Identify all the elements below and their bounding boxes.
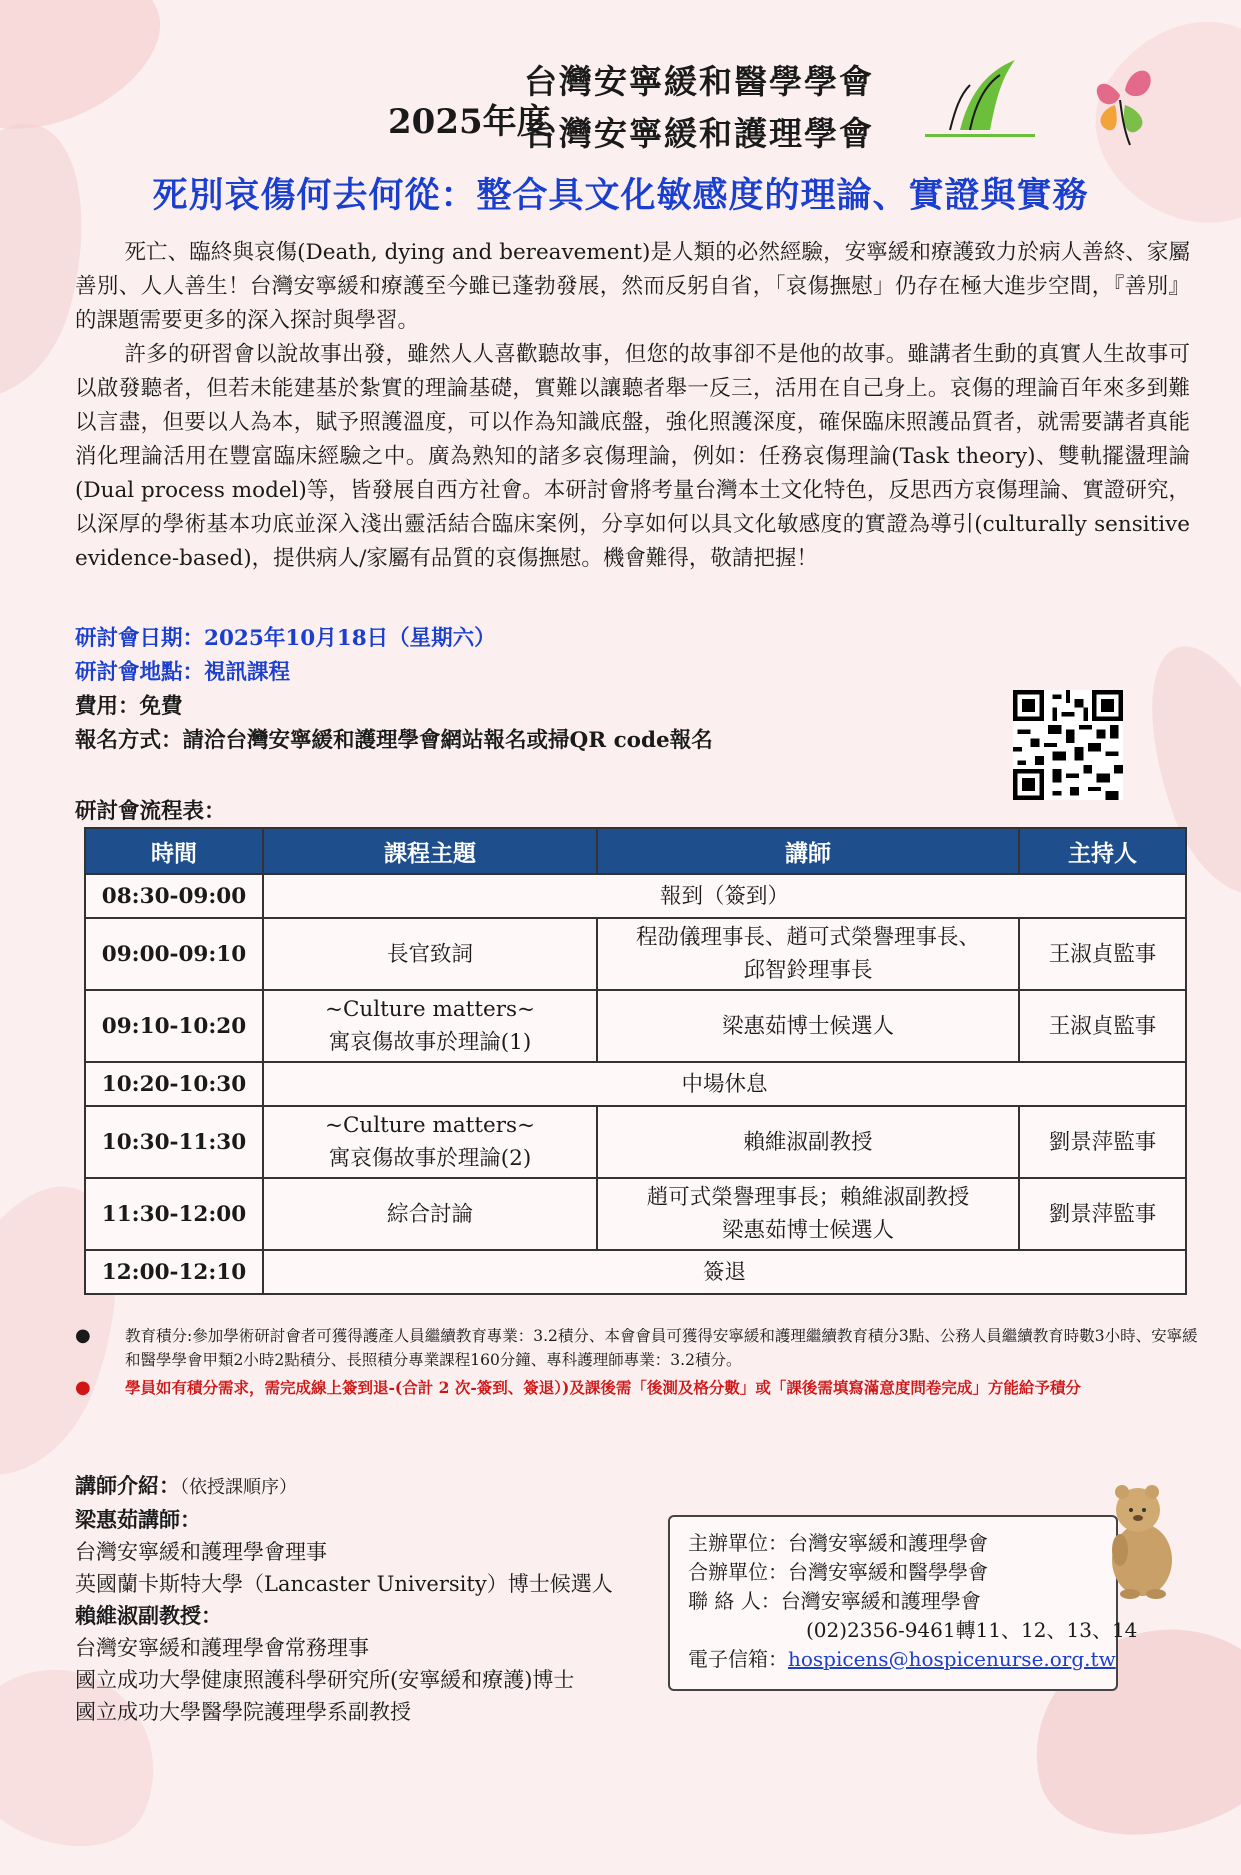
schedule-speaker: 趙可式榮譽理事長；賴維淑副教授 梁惠茹博士候選人 — [597, 1178, 1019, 1250]
intro-paragraph: 許多的研習會以說故事出發，雖然人人喜歡聽故事，但您的故事卻不是他的故事。雖講者生動的真實人生故事可以啟發聽者，但若未能建基於紮實的理論基礎，實難以讓聽者舉一反三，活用在自己身上。哀傷的理論百年來多到難以言盡，但要以人為本，賦予照護溫度，可以作為知識底盤，強化照護深度，確保臨床照護品質者，就需要講者真能消化理論活用在豐富臨床經驗之中。廣為熟知的諸多哀傷理論，例如：任務哀傷理論(Task theory)、雙軌擺盪理論(Dual process model)等，皆發展自西方社會。本研討會將考量台灣本土文化特色，反思西方哀傷理論、實證研究，以深厚的學術基本功底並深入淺出靈活結合臨床案例，分享如何以具文化敏感度的實證為導引(culturally sensitive evidence-based)，提供病人/家屬有品質的哀傷撫慰。機會難得，敬請把握！ — [75, 342, 1190, 571]
lecturer-1-name: 梁惠茹講師： — [75, 1507, 201, 1532]
note-text: 學員如有積分需求，需完成線上簽到退-(合計 2 次-簽到、簽退）)及課後需「後測及格分數」或「課後需填寫滿意度問卷完成」方能給予積分 — [125, 1378, 1081, 1397]
schedule-topic: 綜合討論 — [263, 1178, 597, 1250]
event-title: 死別哀傷何去何從：整合具文化敏感度的理論、實證與實務 — [152, 175, 1089, 216]
schedule-time: 10:20-10:30 — [85, 1062, 263, 1106]
schedule-event: 中場休息 — [263, 1062, 1186, 1106]
lecturer-heading-note: （依授課順序） — [180, 1477, 297, 1498]
schedule-time: 09:10-10:20 — [85, 990, 263, 1062]
contact-box — [668, 1515, 1138, 1691]
lecturer-1-title: 台灣安寧緩和護理學會理事 — [75, 1540, 327, 1564]
schedule-row — [85, 918, 1186, 990]
lecturer-heading: 講師介紹： — [75, 1473, 180, 1498]
column-header-topic: 課程主題 — [263, 828, 597, 874]
nursing-society-logo — [1070, 50, 1170, 150]
lecturer-2-title: 台灣安寧緩和護理學會常務理事 — [75, 1636, 369, 1660]
schedule-host: 王淑貞監事 — [1019, 990, 1186, 1062]
lecturer-2-title: 國立成功大學醫學院護理學系副教授 — [75, 1700, 411, 1724]
header — [0, 50, 1241, 160]
email-label: 電子信箱： — [688, 1647, 788, 1671]
bullet-icon: ● — [75, 1325, 91, 1346]
credit-notes — [75, 1324, 1200, 1404]
note-education-credits — [75, 1324, 1200, 1372]
schedule-event: 報到（簽到） — [263, 874, 1186, 918]
event-location: 研討會地點：視訊課程 — [75, 660, 291, 685]
schedule-event: 簽退 — [263, 1250, 1186, 1294]
schedule-speaker: 程劭儀理事長、趙可式榮譽理事長、 邱智鈴理事長 — [597, 918, 1019, 990]
schedule-time: 10:30-11:30 — [85, 1106, 263, 1178]
email-link[interactable]: hospicens@hospicenurse.org.tw — [788, 1647, 1116, 1671]
schedule-row — [85, 874, 1186, 918]
event-info — [75, 622, 713, 758]
note-text: 教育積分:參加學術研討會者可獲得護產人員繼續教育專業：3.2積分、本會會員可獲得安寧緩和護理繼續教育積分3點、公務人員繼續教育時數3小時、安寧緩和醫學學會甲類2小時2點積分、長照積分專業課程160分鐘、專科護理師專業：3.2積分。 — [125, 1327, 1198, 1369]
schedule-topic: ~Culture matters~ 寓哀傷故事於理論(2) — [263, 1106, 597, 1178]
organizer-medical-society: 台灣安寧緩和醫學學會 — [524, 62, 874, 101]
bear-illustration — [1080, 1470, 1190, 1600]
organizer-nursing-society: 台灣安寧緩和護理學會 — [524, 114, 874, 153]
introduction — [75, 236, 1190, 576]
schedule-table — [84, 827, 1187, 1295]
contact-person-line: 聯 絡 人：台灣安寧緩和護理學會 — [688, 1589, 981, 1613]
event-fee: 費用：免費 — [75, 694, 183, 719]
schedule-time: 12:00-12:10 — [85, 1250, 263, 1294]
schedule-host: 劉景萍監事 — [1019, 1178, 1186, 1250]
column-header-time: 時間 — [85, 828, 263, 874]
schedule-label: 研討會流程表： — [75, 799, 226, 824]
schedule-speaker: 賴維淑副教授 — [597, 1106, 1019, 1178]
column-header-host: 主持人 — [1019, 828, 1186, 874]
lecturer-2-name: 賴維淑副教授： — [75, 1603, 222, 1628]
column-header-speaker: 講師 — [597, 828, 1019, 874]
schedule-time: 08:30-09:00 — [85, 874, 263, 918]
schedule-topic: 長官致詞 — [263, 918, 597, 990]
intro-paragraph: 死亡、臨終與哀傷(Death, dying and bereavement)是人類的必然經驗，安寧緩和療護致力於病人善終、家屬善別、人人善生！台灣安寧緩和療護至今雖已蓬勃發展，然而反躬自省，「哀傷撫慰」仍存在極大進步空間，『善別』的課題需要更多的深入探討與學習。 — [75, 240, 1190, 333]
lecturer-1-title: 英國蘭卡斯特大學（Lancaster University）博士候選人 — [75, 1572, 613, 1596]
event-year: 2025年度 — [388, 102, 551, 142]
medical-society-logo — [920, 50, 1040, 150]
schedule-row — [85, 990, 1186, 1062]
schedule-host: 劉景萍監事 — [1019, 1106, 1186, 1178]
registration-qr-code[interactable] — [1013, 690, 1123, 800]
lecturer-introduction — [75, 1470, 675, 1728]
bullet-icon: ● — [75, 1377, 91, 1398]
schedule-time: 09:00-09:10 — [85, 918, 263, 990]
event-date: 研討會日期：2025年10月18日（星期六） — [75, 626, 496, 651]
note-credit-requirement — [75, 1376, 1200, 1400]
coorganizer-line: 合辦單位：台灣安寧緩和醫學學會 — [688, 1560, 988, 1584]
schedule-speaker: 梁惠茹博士候選人 — [597, 990, 1019, 1062]
schedule-row — [85, 1062, 1186, 1106]
lecturer-2-title: 國立成功大學健康照護科學研究所(安寧緩和療護)博士 — [75, 1668, 575, 1692]
schedule-row — [85, 1178, 1186, 1250]
schedule-row — [85, 1250, 1186, 1294]
phone-line: (02)2356-9461轉11、12、13、14 — [806, 1618, 1138, 1642]
schedule-host: 王淑貞監事 — [1019, 918, 1186, 990]
schedule-time: 11:30-12:00 — [85, 1178, 263, 1250]
schedule-row — [85, 1106, 1186, 1178]
schedule-topic: ~Culture matters~ 寓哀傷故事於理論(1) — [263, 990, 597, 1062]
organizer-line: 主辦單位：台灣安寧緩和護理學會 — [688, 1531, 988, 1555]
schedule-header-row — [85, 828, 1186, 874]
registration-method: 報名方式：請洽台灣安寧緩和護理學會網站報名或掃QR code報名 — [75, 728, 713, 753]
